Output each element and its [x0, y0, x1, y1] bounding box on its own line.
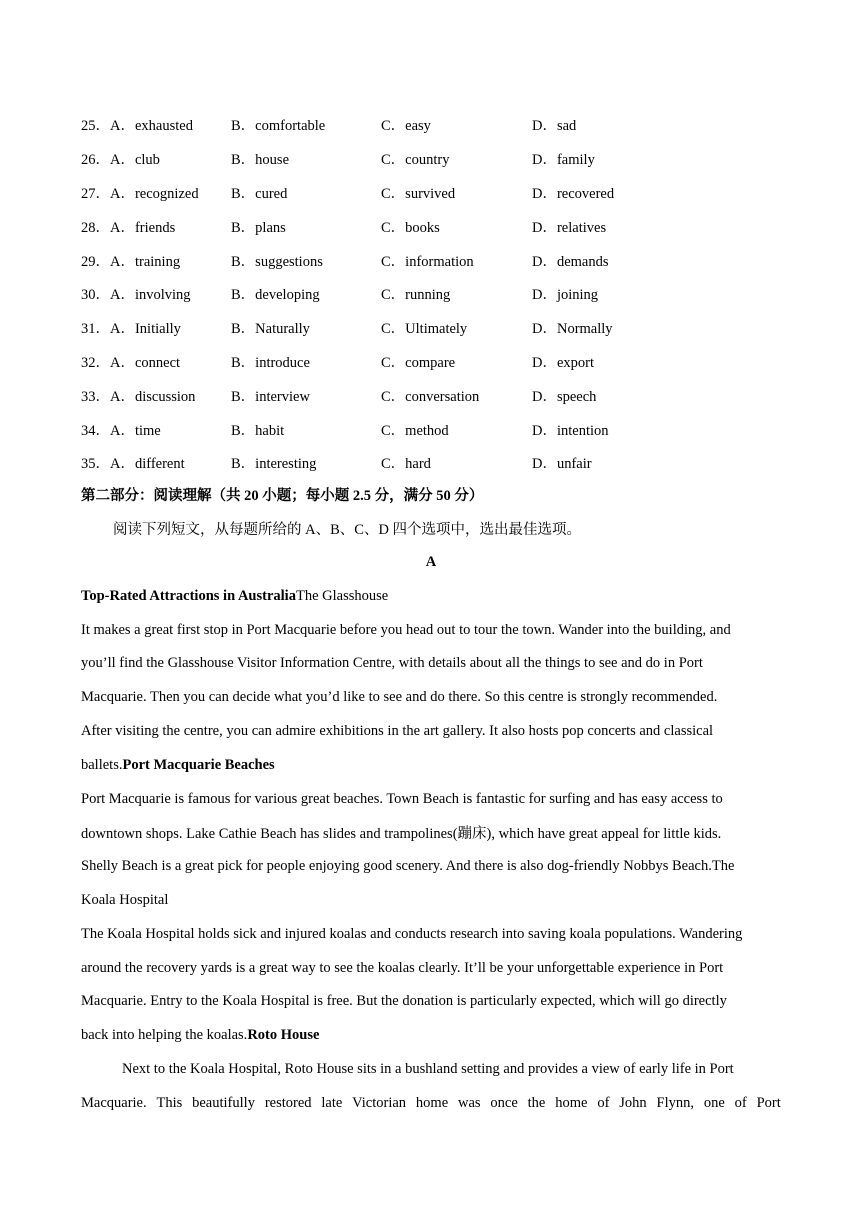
- option-c: C．conversation: [381, 388, 480, 405]
- option-c: C．survived: [381, 185, 456, 202]
- question-number: 31．: [81, 321, 110, 338]
- koala-heading: Koala Hospital: [81, 891, 169, 908]
- question-row: [81, 243, 781, 277]
- option-d: D．relatives: [532, 219, 607, 236]
- question-number: 29．: [81, 253, 110, 270]
- word: late: [321, 1094, 343, 1111]
- paragraph-line-justified: [81, 1086, 781, 1120]
- option-b: B．habit: [231, 422, 285, 439]
- beaches-heading: Port Macquarie Beaches: [122, 756, 275, 773]
- question-number: 27．: [81, 185, 110, 202]
- question-number: 33．: [81, 388, 110, 405]
- question-cell: [81, 114, 231, 135]
- question-number: 35．: [81, 456, 110, 473]
- word: beautifully: [192, 1094, 255, 1111]
- paragraph-line: you’ll find the Glasshouse Visitor Information Centre, with details about all the things to see and do in Port: [81, 655, 703, 672]
- option-a: A．club: [110, 152, 160, 169]
- question-row: [81, 142, 781, 176]
- paragraph-line: Shelly Beach is a great pick for people enjoying good scenery. And there is also dog-friendly Nobbys Beach.The: [81, 858, 735, 875]
- option-d: D．intention: [532, 422, 609, 439]
- question-cell: [81, 317, 231, 338]
- passage-title: Top-Rated Attractions in Australia: [81, 587, 296, 604]
- option-a: A．training: [110, 253, 181, 270]
- paragraph-line: After visiting the centre, you can admire exhibitions in the art gallery. It also hosts pop concerts and classical: [81, 722, 714, 739]
- option-c: C．information: [381, 253, 474, 270]
- word: This: [156, 1094, 183, 1111]
- question-cell: [81, 452, 231, 473]
- question-cell: [81, 148, 231, 169]
- option-a: A．involving: [110, 287, 191, 304]
- option-a: A．Initially: [110, 321, 181, 338]
- option-a: A．friends: [110, 219, 176, 236]
- question-row: [81, 209, 781, 243]
- option-a: A．time: [110, 422, 161, 439]
- section-heading: 第二部分：阅读理解（共 20 小题；每小题 2.5 分，满分 50 分）: [81, 488, 484, 505]
- paragraph-text: ballets.: [81, 756, 123, 773]
- paragraph-line: around the recovery yards is a great way to see the koalas clearly. It’ll be your unforgettable experience in Port: [81, 959, 724, 976]
- word: was: [458, 1094, 481, 1111]
- paragraph-text: back into helping the koalas.: [81, 1027, 248, 1044]
- question-row: [81, 446, 781, 480]
- option-d: D．demands: [532, 253, 609, 270]
- question-cell: [81, 283, 231, 304]
- option-d: D．joining: [532, 287, 599, 304]
- option-c: C．compare: [381, 354, 456, 371]
- section-instruction: 阅读下列短文，从每题所给的 A、B、C、D 四个选项中，选出最佳选项。: [113, 522, 582, 539]
- option-b: B．interesting: [231, 456, 317, 473]
- option-a: A．different: [110, 456, 185, 473]
- question-row: [81, 412, 781, 446]
- option-b: B．house: [231, 152, 289, 169]
- paragraph-line: Port Macquarie is famous for various great beaches. Town Beach is fantastic for surfing and has easy access to: [81, 790, 723, 807]
- word: once: [490, 1094, 518, 1111]
- word: Victorian: [352, 1094, 407, 1111]
- glasshouse-heading: The Glasshouse: [295, 587, 389, 604]
- reading-section: [81, 478, 781, 1120]
- question-number: 26．: [81, 152, 110, 169]
- paragraph-line: [81, 748, 781, 782]
- option-c: C．country: [381, 152, 450, 169]
- option-b: B．cured: [231, 185, 288, 202]
- question-row: [81, 311, 781, 345]
- question-number: 32．: [81, 354, 110, 371]
- word: Port: [756, 1094, 781, 1111]
- option-a: A．discussion: [110, 388, 196, 405]
- word: Flynn,: [656, 1094, 694, 1111]
- paragraph-line: downtown shops. Lake Cathie Beach has slides and trampolines(蹦床), which have great appeal for little kids.: [81, 826, 722, 843]
- question-number: 30．: [81, 287, 110, 304]
- question-row: [81, 277, 781, 311]
- question-cell: [81, 385, 231, 406]
- option-b: B．suggestions: [231, 253, 323, 270]
- option-a: A．exhausted: [110, 118, 193, 135]
- option-d: D．Normally: [532, 321, 613, 338]
- question-number: 34．: [81, 422, 110, 439]
- option-d: D．recovered: [532, 185, 615, 202]
- word: of: [597, 1094, 610, 1111]
- paragraph-line: Macquarie. Entry to the Koala Hospital is free. But the donation is particularly expected, which will go directly: [81, 993, 727, 1010]
- question-cell: [81, 182, 231, 203]
- paragraph-line: It makes a great first stop in Port Macquarie before you head out to tour the town. Wander into the building, and: [81, 621, 731, 638]
- option-d: D．family: [532, 152, 595, 169]
- question-row: [81, 345, 781, 379]
- word: one: [703, 1094, 725, 1111]
- question-number: 25．: [81, 118, 110, 135]
- cloze-options: [81, 108, 781, 480]
- question-cell: [81, 216, 231, 237]
- option-c: C．hard: [381, 456, 431, 473]
- option-d: D．speech: [532, 388, 597, 405]
- word: restored: [264, 1094, 312, 1111]
- word: Macquarie.: [81, 1094, 147, 1111]
- question-cell: [81, 351, 231, 372]
- option-c: C．running: [381, 287, 451, 304]
- paragraph-line: Next to the Koala Hospital, Roto House sits in a bushland setting and provides a view of early life in Port: [122, 1060, 734, 1077]
- question-row: [81, 378, 781, 412]
- word: of: [734, 1094, 747, 1111]
- passage-label: A: [425, 553, 437, 570]
- paragraph-line: The Koala Hospital holds sick and injured koalas and conducts research into saving koala populations. Wandering: [81, 925, 743, 942]
- option-b: B．introduce: [231, 354, 310, 371]
- question-row: [81, 176, 781, 210]
- question-row: [81, 108, 781, 142]
- option-b: B．plans: [231, 219, 286, 236]
- option-d: D．unfair: [532, 456, 592, 473]
- question-number: 28．: [81, 219, 110, 236]
- option-a: A．connect: [110, 354, 181, 371]
- passage-title-line: [81, 579, 781, 613]
- option-d: D．export: [532, 354, 595, 371]
- question-cell: [81, 419, 231, 440]
- paragraph-line: Macquarie. Then you can decide what you’d like to see and do there. So this centre is strongly recommended.: [81, 689, 718, 706]
- option-c: C．easy: [381, 118, 431, 135]
- option-b: B．Naturally: [231, 321, 310, 338]
- question-cell: [81, 250, 231, 271]
- paragraph-line: [81, 1019, 781, 1053]
- word: home: [555, 1094, 588, 1111]
- option-c: C．books: [381, 219, 440, 236]
- option-b: B．comfortable: [231, 118, 326, 135]
- option-a: A．recognized: [110, 185, 199, 202]
- option-d: D．sad: [532, 118, 577, 135]
- option-c: C．method: [381, 422, 449, 439]
- option-c: C．Ultimately: [381, 321, 468, 338]
- word: John: [619, 1094, 647, 1111]
- word: home: [415, 1094, 449, 1111]
- roto-heading: Roto House: [247, 1027, 320, 1044]
- option-b: B．interview: [231, 388, 310, 405]
- option-b: B．developing: [231, 287, 320, 304]
- word: the: [527, 1094, 546, 1111]
